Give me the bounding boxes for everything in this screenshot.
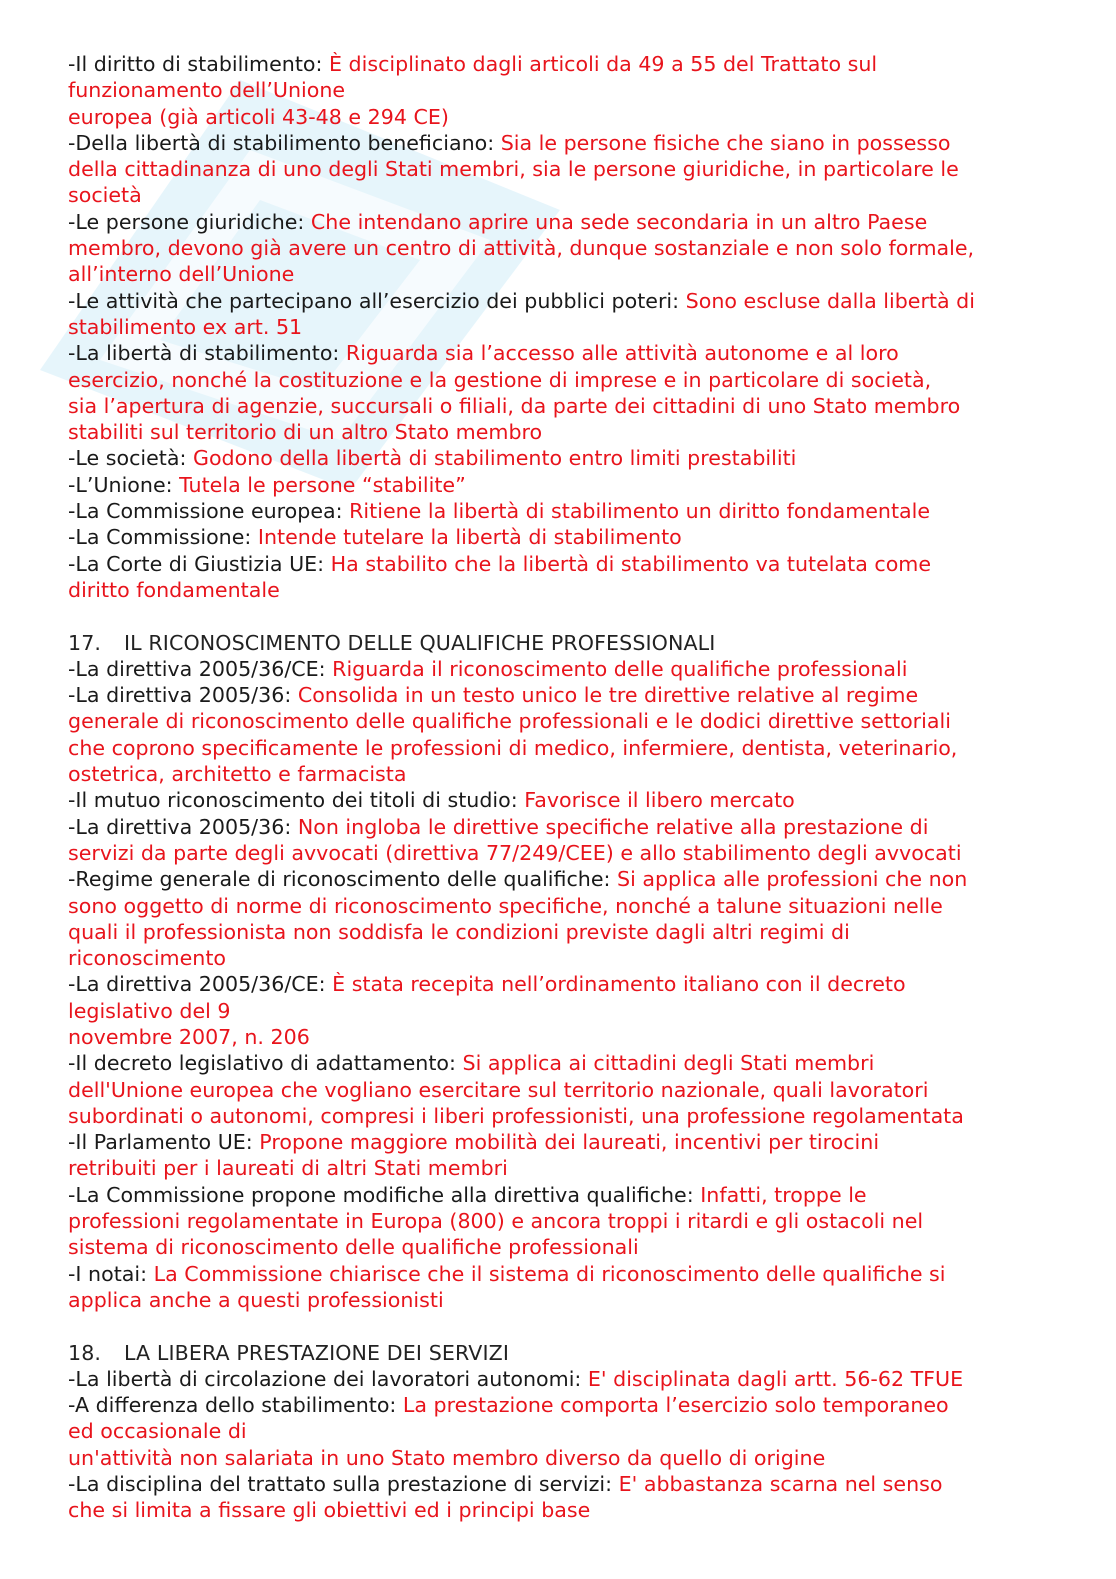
entry-answer-line: Sia le persone fisiche che siano in possesso	[500, 130, 951, 155]
entry-term: -Il Parlamento UE:	[68, 1130, 260, 1155]
entry-term: -Il decreto legislativo di adattamento:	[68, 1051, 463, 1076]
qa-entry	[68, 51, 1068, 130]
entry-term: -A differenza dello stabilimento:	[68, 1393, 403, 1418]
entry-answer-line: società	[68, 183, 142, 208]
entry-answer-line: E' disciplinata dagli artt. 56-62 TFUE	[587, 1366, 964, 1391]
entry-answer-line: Propone maggiore mobilità dei laureati, incentivi per tirocini	[259, 1130, 880, 1155]
entry-answer-line: È disciplinato dagli articoli da 49 a 55 del Trattato sul	[329, 52, 878, 76]
entry-answer-line: applica anche a questi professionisti	[68, 1287, 444, 1312]
entry-answer-line: quali il professionista non soddisfa le condizioni previste dagli altri regimi di	[68, 919, 850, 944]
entry-answer-line: Infatti, troppe le	[700, 1182, 867, 1207]
entry-term: -Il diritto di stabilimento:	[68, 52, 329, 76]
entry-answer-line: retribuiti per i laureati di altri Stati membri	[68, 1156, 508, 1181]
section-heading: LA LIBERA PRESTAZIONE DEI SERVIZI	[124, 1340, 510, 1365]
qa-entry	[68, 445, 1068, 471]
entry-answer-line: professioni regolamentate in Europa (800) e ancora troppi i ritardi e gli ostacoli nel	[68, 1209, 924, 1234]
entry-answer-line: generale di riconoscimento delle qualifiche professionali e le dodici direttive settoriali	[68, 709, 951, 734]
qa-entry	[68, 1050, 1068, 1129]
qa-entry	[68, 472, 1068, 498]
qa-entry	[68, 340, 1068, 445]
qa-entry	[68, 130, 1068, 209]
entry-answer-line: E' abbastanza scarna nel senso	[618, 1472, 943, 1497]
entry-term: -La Corte di Giustizia UE:	[68, 551, 331, 576]
entry-answer-line: che coprono specificamente le professioni di medico, infermiere, dentista, veterinario,	[68, 735, 958, 760]
qa-entry	[68, 866, 1068, 971]
section-number: 18.	[68, 1340, 102, 1365]
entry-answer-line: stabilimento ex art. 51	[68, 314, 303, 339]
entry-answer-line: ed occasionale di	[68, 1419, 247, 1444]
qa-entry	[68, 971, 1068, 1050]
entry-answer-line: della cittadinanza di uno degli Stati membri, sia le persone giuridiche, in particolare le	[68, 157, 959, 182]
qa-entry	[68, 814, 1068, 867]
entry-term: -L’Unione:	[68, 472, 180, 497]
entry-term: -La disciplina del trattato sulla prestazione di servizi:	[68, 1472, 619, 1497]
entry-answer-line: Godono della libertà di stabilimento entro limiti prestabiliti	[192, 446, 797, 471]
entry-term: -La direttiva 2005/36/CE:	[68, 656, 333, 681]
qa-entry	[68, 209, 1068, 288]
qa-entry	[68, 288, 1068, 341]
qa-entry	[68, 498, 1068, 524]
entry-term: -La direttiva 2005/36:	[68, 683, 298, 708]
entry-answer-line: Favorisce il libero mercato	[524, 788, 795, 813]
entry-answer-line: che si limita a fissare gli obiettivi ed i principi base	[68, 1498, 591, 1523]
entry-answer-line: funzionamento dell’Unione	[68, 78, 346, 103]
entry-answer-line: diritto fondamentale	[68, 577, 280, 602]
qa-entry	[68, 1392, 1068, 1471]
qa-entry	[68, 1182, 1068, 1261]
entry-answer-line: Ha stabilito che la libertà di stabilimento va tutelata come	[330, 551, 932, 576]
section-18-entries	[68, 1366, 1068, 1524]
qa-entry	[68, 1129, 1068, 1182]
entry-answer-line: all’interno dell’Unione	[68, 262, 295, 287]
section-number: 17.	[68, 630, 102, 655]
entry-term: -Regime generale di riconoscimento delle qualifiche:	[68, 867, 618, 892]
entry-answer-line: Si applica alle professioni che non	[617, 867, 968, 892]
entry-answer-line: riconoscimento	[68, 946, 226, 971]
entry-term: -La direttiva 2005/36:	[68, 814, 298, 839]
entry-answer-line: La prestazione comporta l’esercizio solo temporaneo	[402, 1393, 949, 1418]
entry-answer-line: È stata recepita nell’ordinamento italiano con il decreto	[332, 972, 906, 997]
section-heading: IL RICONOSCIMENTO DELLE QUALIFICHE PROFESSIONALI	[124, 630, 716, 655]
entry-answer-line: sia l’apertura di agenzie, succursali o filiali, da parte dei cittadini di uno Stato membro	[68, 393, 961, 418]
entry-answer-line: un'attività non salariata in uno Stato membro diverso da quello di origine	[68, 1445, 826, 1470]
entry-term: -La Commissione europea:	[68, 499, 350, 524]
entry-term: -La Commissione:	[68, 525, 258, 550]
entry-term: -La direttiva 2005/36/CE:	[68, 972, 333, 997]
qa-entry	[68, 524, 1068, 550]
entry-term: -La libertà di circolazione dei lavoratori autonomi:	[68, 1366, 588, 1391]
entry-answer-line: servizi da parte degli avvocati (direttiva 77/249/CEE) e allo stabilimento degli avvocati	[68, 840, 962, 865]
section-18-title	[68, 1340, 1068, 1366]
entry-term: -Il mutuo riconoscimento dei titoli di studio:	[68, 788, 525, 813]
entry-answer-line: membro, devono già avere un centro di attività, dunque sostanziale e non solo formale,	[68, 236, 975, 261]
entry-term: -I notai:	[68, 1261, 154, 1286]
entry-answer-line: Ritiene la libertà di stabilimento un diritto fondamentale	[349, 499, 931, 524]
entry-answer-line: Intende tutelare la libertà di stabilimento	[257, 525, 682, 550]
entry-answer-line: sistema di riconoscimento delle qualifiche professionali	[68, 1235, 639, 1260]
stabilimento-block	[68, 51, 1068, 603]
entry-answer-line: Tutela le persone “stabilite”	[179, 472, 466, 497]
qa-entry	[68, 1261, 1068, 1314]
qa-entry	[68, 656, 1068, 682]
entry-answer-line: dell'Unione europea che vogliano esercitare sul territorio nazionale, quali lavoratori	[68, 1077, 929, 1102]
entry-answer-line: europea (già articoli 43-48 e 294 CE)	[68, 104, 449, 129]
entry-answer-line: Consolida in un testo unico le tre direttive relative al regime	[297, 683, 919, 708]
entry-answer-line: sono oggetto di norme di riconoscimento specifiche, nonché a talune situazioni nelle	[68, 893, 943, 918]
entry-answer-line: Non ingloba le direttive specifiche relative alla prestazione di	[297, 814, 929, 839]
entry-answer-line: La Commissione chiarisce che il sistema di riconoscimento delle qualifiche si	[153, 1261, 946, 1286]
qa-entry	[68, 551, 1068, 604]
entry-answer-line: esercizio, nonché la costituzione e la gestione di imprese e in particolare di società,	[68, 367, 932, 392]
section-17-title	[68, 630, 1068, 656]
entry-term: -La libertà di stabilimento:	[68, 341, 346, 366]
entry-term: -Le attività che partecipano all’esercizio dei pubblici poteri:	[68, 288, 686, 313]
qa-entry	[68, 682, 1068, 787]
section-17-entries	[68, 656, 1068, 1313]
document-page	[68, 51, 1068, 1524]
entry-answer-line: novembre 2007, n. 206	[68, 1024, 310, 1049]
entry-answer-line: Riguarda sia l’accesso alle attività autonome e al loro	[345, 341, 899, 366]
entry-term: -Della libertà di stabilimento beneficiano:	[68, 130, 501, 155]
qa-entry	[68, 787, 1068, 813]
entry-answer-line: Si applica ai cittadini degli Stati membri	[462, 1051, 875, 1076]
entry-answer-line: ostetrica, architetto e farmacista	[68, 762, 407, 787]
entry-answer-line: legislativo del 9	[68, 998, 231, 1023]
entry-answer-line: Sono escluse dalla libertà di	[685, 288, 975, 313]
entry-answer-line: subordinati o autonomi, compresi i liberi professionisti, una professione regolamentata	[68, 1103, 964, 1128]
entry-answer-line: Che intendano aprire una sede secondaria in un altro Paese	[310, 209, 928, 234]
entry-answer-line: Riguarda il riconoscimento delle qualifiche professionali	[332, 656, 908, 681]
entry-term: -Le società:	[68, 446, 193, 471]
qa-entry	[68, 1366, 1068, 1392]
entry-answer-line: stabiliti sul territorio di un altro Stato membro	[68, 420, 543, 445]
qa-entry	[68, 1471, 1068, 1524]
entry-term: -Le persone giuridiche:	[68, 209, 311, 234]
entry-term: -La Commissione propone modifiche alla direttiva qualifiche:	[68, 1182, 701, 1207]
